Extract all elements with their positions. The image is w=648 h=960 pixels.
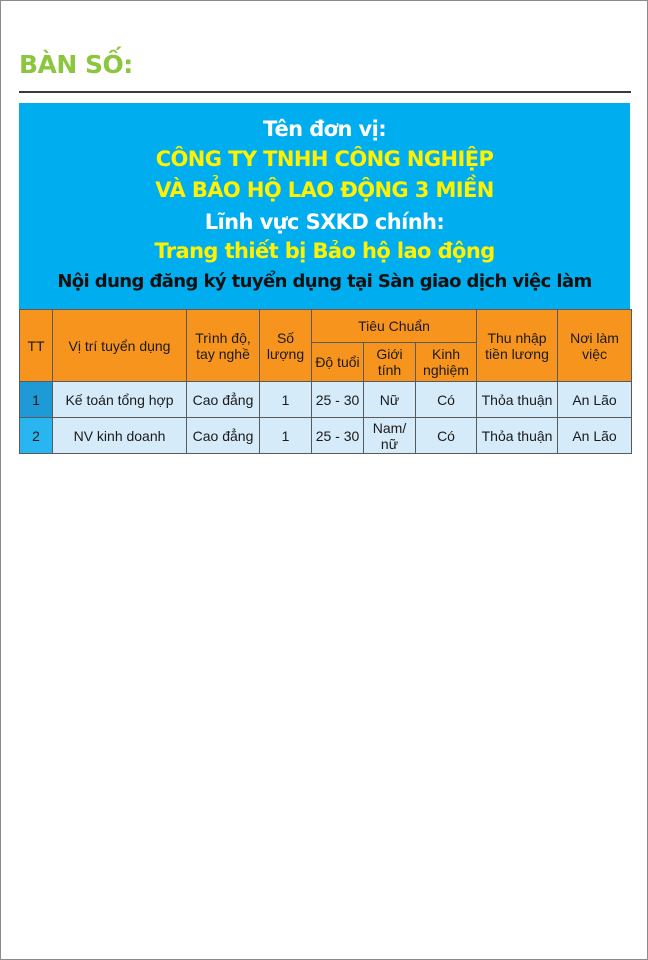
unit-label: Tên đơn vị: — [262, 117, 387, 141]
cell-experience: Có — [416, 382, 477, 418]
header-experience: Kinh nghiệm — [416, 343, 477, 382]
header-quantity: Số lượng — [260, 310, 312, 382]
recruitment-table — [19, 309, 632, 454]
header-criteria: Tiêu Chuẩn — [312, 310, 477, 343]
company-name-line2: VÀ BẢO HỘ LAO ĐỘNG 3 MIỀN — [155, 178, 494, 202]
cell-quantity: 1 — [260, 418, 312, 454]
field-value: Trang thiết bị Bảo hộ lao động — [154, 239, 495, 263]
content-title: Nội dung đăng ký tuyển dụng tại Sàn giao dịch việc làm — [57, 271, 592, 292]
table-header-row — [20, 310, 632, 343]
header-level: Trình độ, tay nghề — [187, 310, 260, 382]
cell-income: Thỏa thuận — [477, 418, 558, 454]
cell-income: Thỏa thuận — [477, 382, 558, 418]
table-number-label: BÀN SỐ: — [19, 50, 133, 79]
cell-age: 25 - 30 — [312, 418, 364, 454]
cell-tt: 2 — [20, 418, 53, 454]
cell-gender: Nam/ nữ — [364, 418, 416, 454]
header-income: Thu nhập tiền lương — [477, 310, 558, 382]
cell-age: 25 - 30 — [312, 382, 364, 418]
field-label: Lĩnh vực SXKD chính: — [204, 210, 445, 234]
header-tt: TT — [20, 310, 53, 382]
company-name-line1: CÔNG TY TNHH CÔNG NGHIỆP — [155, 147, 494, 171]
cell-tt: 1 — [20, 382, 53, 418]
cell-level: Cao đẳng — [187, 382, 260, 418]
header-age: Độ tuổi — [312, 343, 364, 382]
divider — [19, 91, 631, 93]
cell-gender: Nữ — [364, 382, 416, 418]
cell-workplace: An Lão — [558, 418, 632, 454]
table-row — [20, 418, 632, 454]
cell-experience: Có — [416, 418, 477, 454]
header-workplace: Nơi làm việc — [558, 310, 632, 382]
company-banner — [19, 103, 630, 309]
cell-position: NV kinh doanh — [53, 418, 187, 454]
header-gender: Giới tính — [364, 343, 416, 382]
cell-workplace: An Lão — [558, 382, 632, 418]
table-row — [20, 382, 632, 418]
cell-position: Kế toán tổng hợp — [53, 382, 187, 418]
cell-level: Cao đẳng — [187, 418, 260, 454]
header-position: Vị trí tuyển dụng — [53, 310, 187, 382]
cell-quantity: 1 — [260, 382, 312, 418]
